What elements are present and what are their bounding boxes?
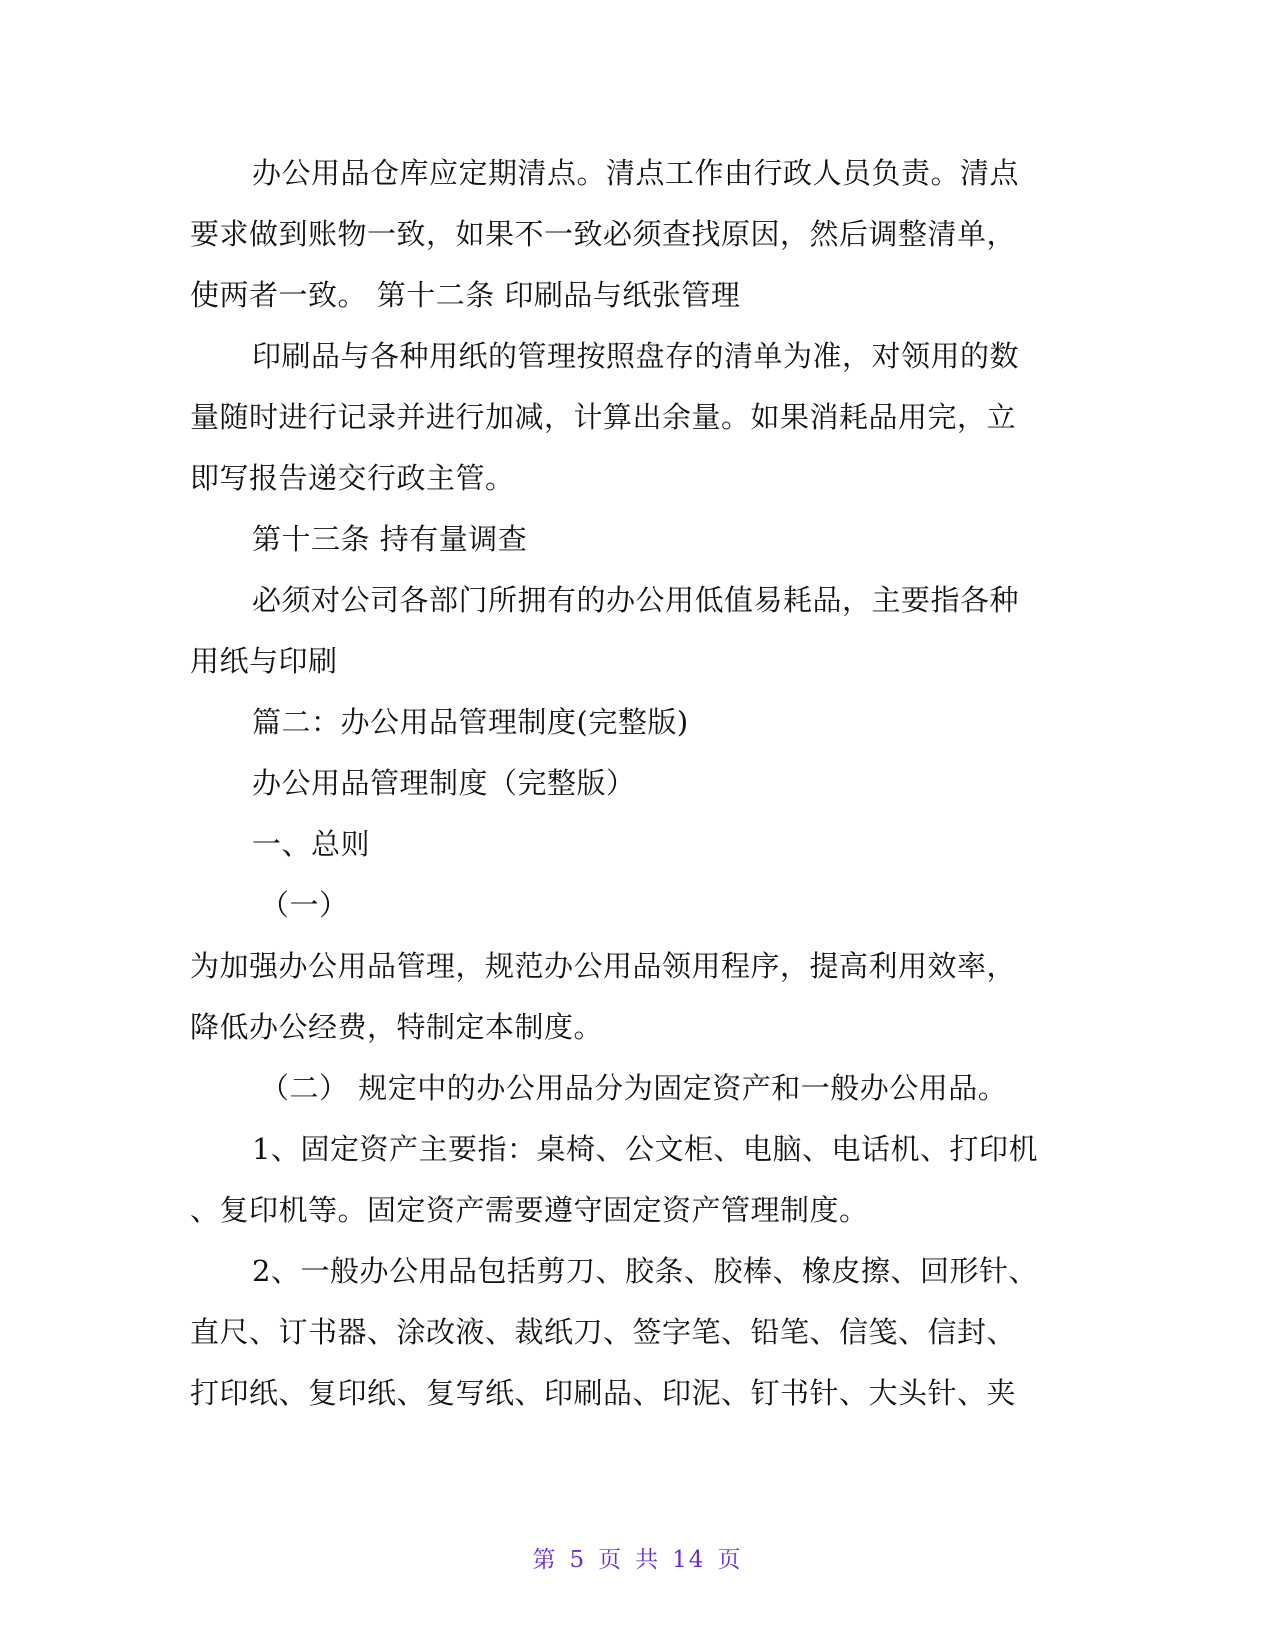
- paragraph-line: 使两者一致。 第十二条 印刷品与纸张管理: [190, 278, 741, 312]
- total-pages-number: 14: [672, 1547, 706, 1573]
- footer-page-label: 页: [598, 1547, 624, 1573]
- section-heading: 一、总则: [252, 827, 371, 861]
- paragraph-line: 打印纸、复印纸、复写纸、印刷品、印泥、钉书针、大头针、夹: [190, 1376, 1017, 1410]
- footer-total-prefix: 共: [635, 1547, 661, 1573]
- paragraph-line: 1、固定资产主要指：桌椅、公文柜、电脑、电话机、打印机: [252, 1132, 1038, 1166]
- paragraph-line: 降低办公经费，特制定本制度。: [190, 1010, 604, 1044]
- paragraph-line: 2、一般办公用品包括剪刀、胶条、胶棒、橡皮擦、回形针、: [252, 1254, 1038, 1288]
- footer-total-label: 页: [717, 1547, 743, 1573]
- footer-prefix: 第: [532, 1547, 558, 1573]
- chapter-heading: 篇二：办公用品管理制度(完整版): [252, 705, 689, 739]
- clause-number: （一）: [260, 888, 349, 922]
- document-title: 办公用品管理制度（完整版）: [252, 766, 636, 800]
- paragraph-line: 印刷品与各种用纸的管理按照盘存的清单为准，对领用的数: [252, 339, 1020, 373]
- paragraph-line: 用纸与印刷: [190, 644, 338, 678]
- paragraph-line: （二） 规定中的办公用品分为固定资产和一般办公用品。: [260, 1071, 1008, 1105]
- paragraph-line: 、复印机等。固定资产需要遵守固定资产管理制度。: [190, 1193, 869, 1227]
- paragraph-line: 要求做到账物一致，如果不一致必须查找原因，然后调整清单，: [190, 217, 1017, 251]
- paragraph-line: 直尺、订书器、涂改液、裁纸刀、签字笔、铅笔、信笺、信封、: [190, 1315, 1017, 1349]
- section-heading: 第十三条 持有量调查: [252, 522, 528, 556]
- page-footer: [0, 1541, 1275, 1574]
- paragraph-line: 为加强办公用品管理，规范办公用品领用程序，提高利用效率，: [190, 949, 1017, 983]
- paragraph-line: 量随时进行记录并进行加减，计算出余量。如果消耗品用完，立: [190, 400, 1017, 434]
- paragraph-line: 即写报告递交行政主管。: [190, 461, 515, 495]
- paragraph-line: 必须对公司各部门所拥有的办公用低值易耗品，主要指各种: [252, 583, 1020, 617]
- current-page-number: 5: [569, 1547, 587, 1573]
- document-body: [190, 143, 1090, 1424]
- paragraph-line: 办公用品仓库应定期清点。清点工作由行政人员负责。清点: [252, 156, 1020, 190]
